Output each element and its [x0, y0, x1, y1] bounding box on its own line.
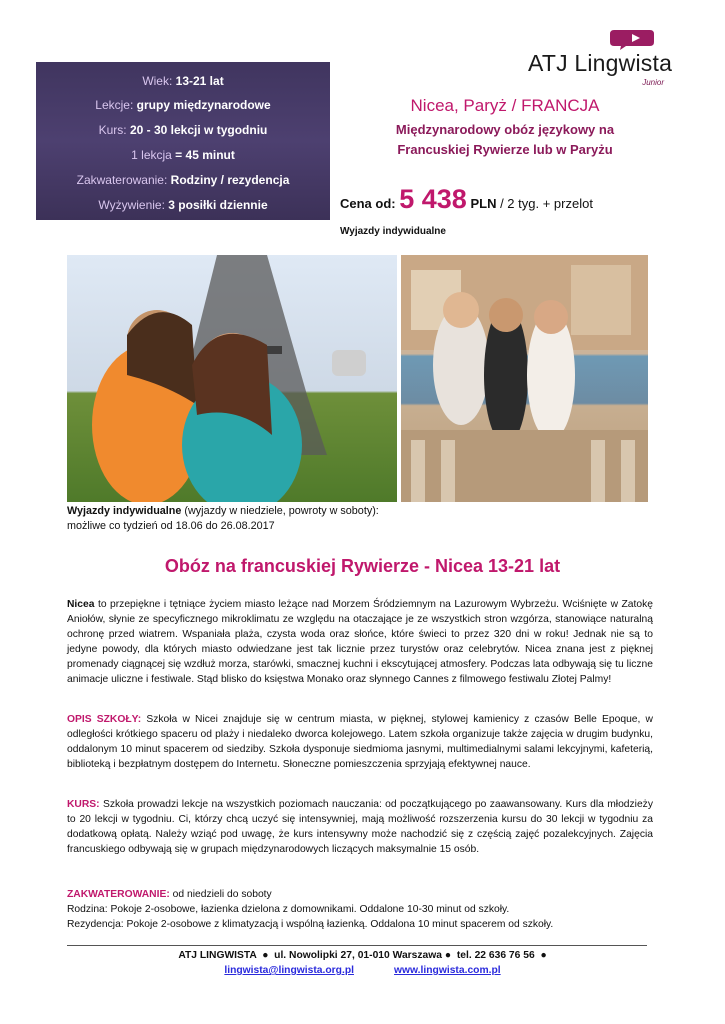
nice-balcony-photo — [401, 255, 648, 502]
info-accommodation: Zakwaterowanie: Rodziny / rezydencja — [76, 173, 290, 187]
footer-address: ATJ LINGWISTA ● ul. Nowolipki 27, 01-010 Warszawa ● tel. 22 636 76 56 ● — [178, 950, 547, 961]
footer-links — [0, 965, 725, 976]
logo-sub: Junior — [642, 78, 664, 87]
destination-subtitle-1: Międzynarodowy obóz językowy na — [395, 122, 615, 137]
intro-paragraph: Nicea to przepiękne i tętniące życiem miasto leżące nad Morzem Śródziemnym na Lazurowym Wybrzeżu. Wciśnięte w Zatokę Aniołów, słynie ze specyficznego mikroklimatu ze względu na otaczające je ze wszystkich stron wzgórza, stanowiące naturalną ochronę przed wiatrem. Wspaniała plaża, czysta woda oraz słońce, które świeci to przez 320 dni w roku! Jednak nie są to jedyne powody, dla których miasto odwiedzane jest tak licznie przez turystów oraz celebrytów. Nicea znana jest z pięknej promenady ciągnącej się wzdłuż morza, starówki, smacznej kuchni i ekscytującej atmosfery. Podczas lata odbywają się tu liczne animacje uliczne i festiwale. Stąd blisko do księstwa Monako oraz słynnego Cannes z filmowego festiwalu Złotej Palmy! — [67, 599, 653, 685]
eiffel-tower-photo — [67, 255, 397, 502]
info-age: Wiek: 13-21 lat — [142, 74, 224, 88]
destination-title: Nicea, Paryż / FRANCJA — [410, 96, 600, 115]
speech-bubble-icon — [610, 28, 656, 50]
email-link[interactable]: lingwista@lingwista.org.pl — [224, 965, 354, 976]
info-lesson-length: 1 lekcja = 45 minut — [131, 148, 235, 162]
page-headline: Obóz na francuskiej Rywierze - Nicea 13-21 lat — [164, 556, 561, 576]
price: Cena od: 5 438 PLN / 2 tyg. + przelot — [340, 184, 593, 214]
destination-subtitle-2: Francuskiej Rywierze lub w Paryżu — [397, 142, 613, 157]
course-paragraph: KURS: Szkoła prowadzi lekcje na wszystkich poziomach nauczania: od początkującego po zaawansowany. Kurs dla młodzieży to 20 lekcji w tygodniu. Ci, którzy chcą uczyć się intensywniej, mają możliwość rozszerzenia kursu do 30 lekcji w tygodniu za dodatkową opłatą. Należy wziąć pod uwagę, że kurs intensywny może nachodzić się z częścią zajęć pozalekcyjnych. Zajęcia francuskiego odbywają się w grupach międzynarodowych liczących maksymalnie 15 osób. — [67, 799, 653, 855]
website-link[interactable]: www.lingwista.com.pl — [394, 965, 501, 976]
departures-label: Wyjazdy indywidualne — [340, 226, 446, 237]
logo-name: ATJ Lingwista — [528, 50, 673, 76]
info-lessons: Lekcje: grupy międzynarodowe — [95, 98, 271, 112]
atj-logo — [524, 28, 674, 86]
info-meals: Wyżywienie: 3 posiłki dziennie — [98, 198, 268, 212]
departures-info: Wyjazdy indywidualne (wyjazdy w niedziele, powroty w soboty): możliwe co tydzień od 18.06 do 26.08.2017 — [67, 505, 379, 532]
info-box — [36, 62, 330, 220]
info-course: Kurs: 20 - 30 lekcji w tygodniu — [98, 123, 268, 137]
school-paragraph: OPIS SZKOŁY: Szkoła w Nicei znajduje się w centrum miasta, w pięknej, stylowej kamienicy z czasów Belle Epoque, w odległości krótkiego spaceru od plaży i niedaleko dworca kolejowego. Latem szkoła organizuje także zajęcia w drugim budynku, oddalonym 10 minut spacerem od siedziby. Szkoła dysponuje siedmioma jasnymi, multimedialnymi salami lekcyjnymi, kafeterią, biblioteką i bezpłatnym dostępem do Internetu. Słoneczne pomieszczenia sprzyjają efektywnej nauce. — [67, 714, 653, 770]
footer-divider — [67, 945, 647, 946]
accommodation-section: ZAKWATEROWANIE: od niedzieli do soboty Rodzina: Pokoje 2-osobowe, łazienka dzielona z domownikami. Oddalone 10-30 minut od szkoły. Rezydencja: Pokoje 2-osobowe z klimatyzacją i wspólną łazienką. Oddalona 10 minut spacerem od szkoły. — [67, 889, 554, 930]
